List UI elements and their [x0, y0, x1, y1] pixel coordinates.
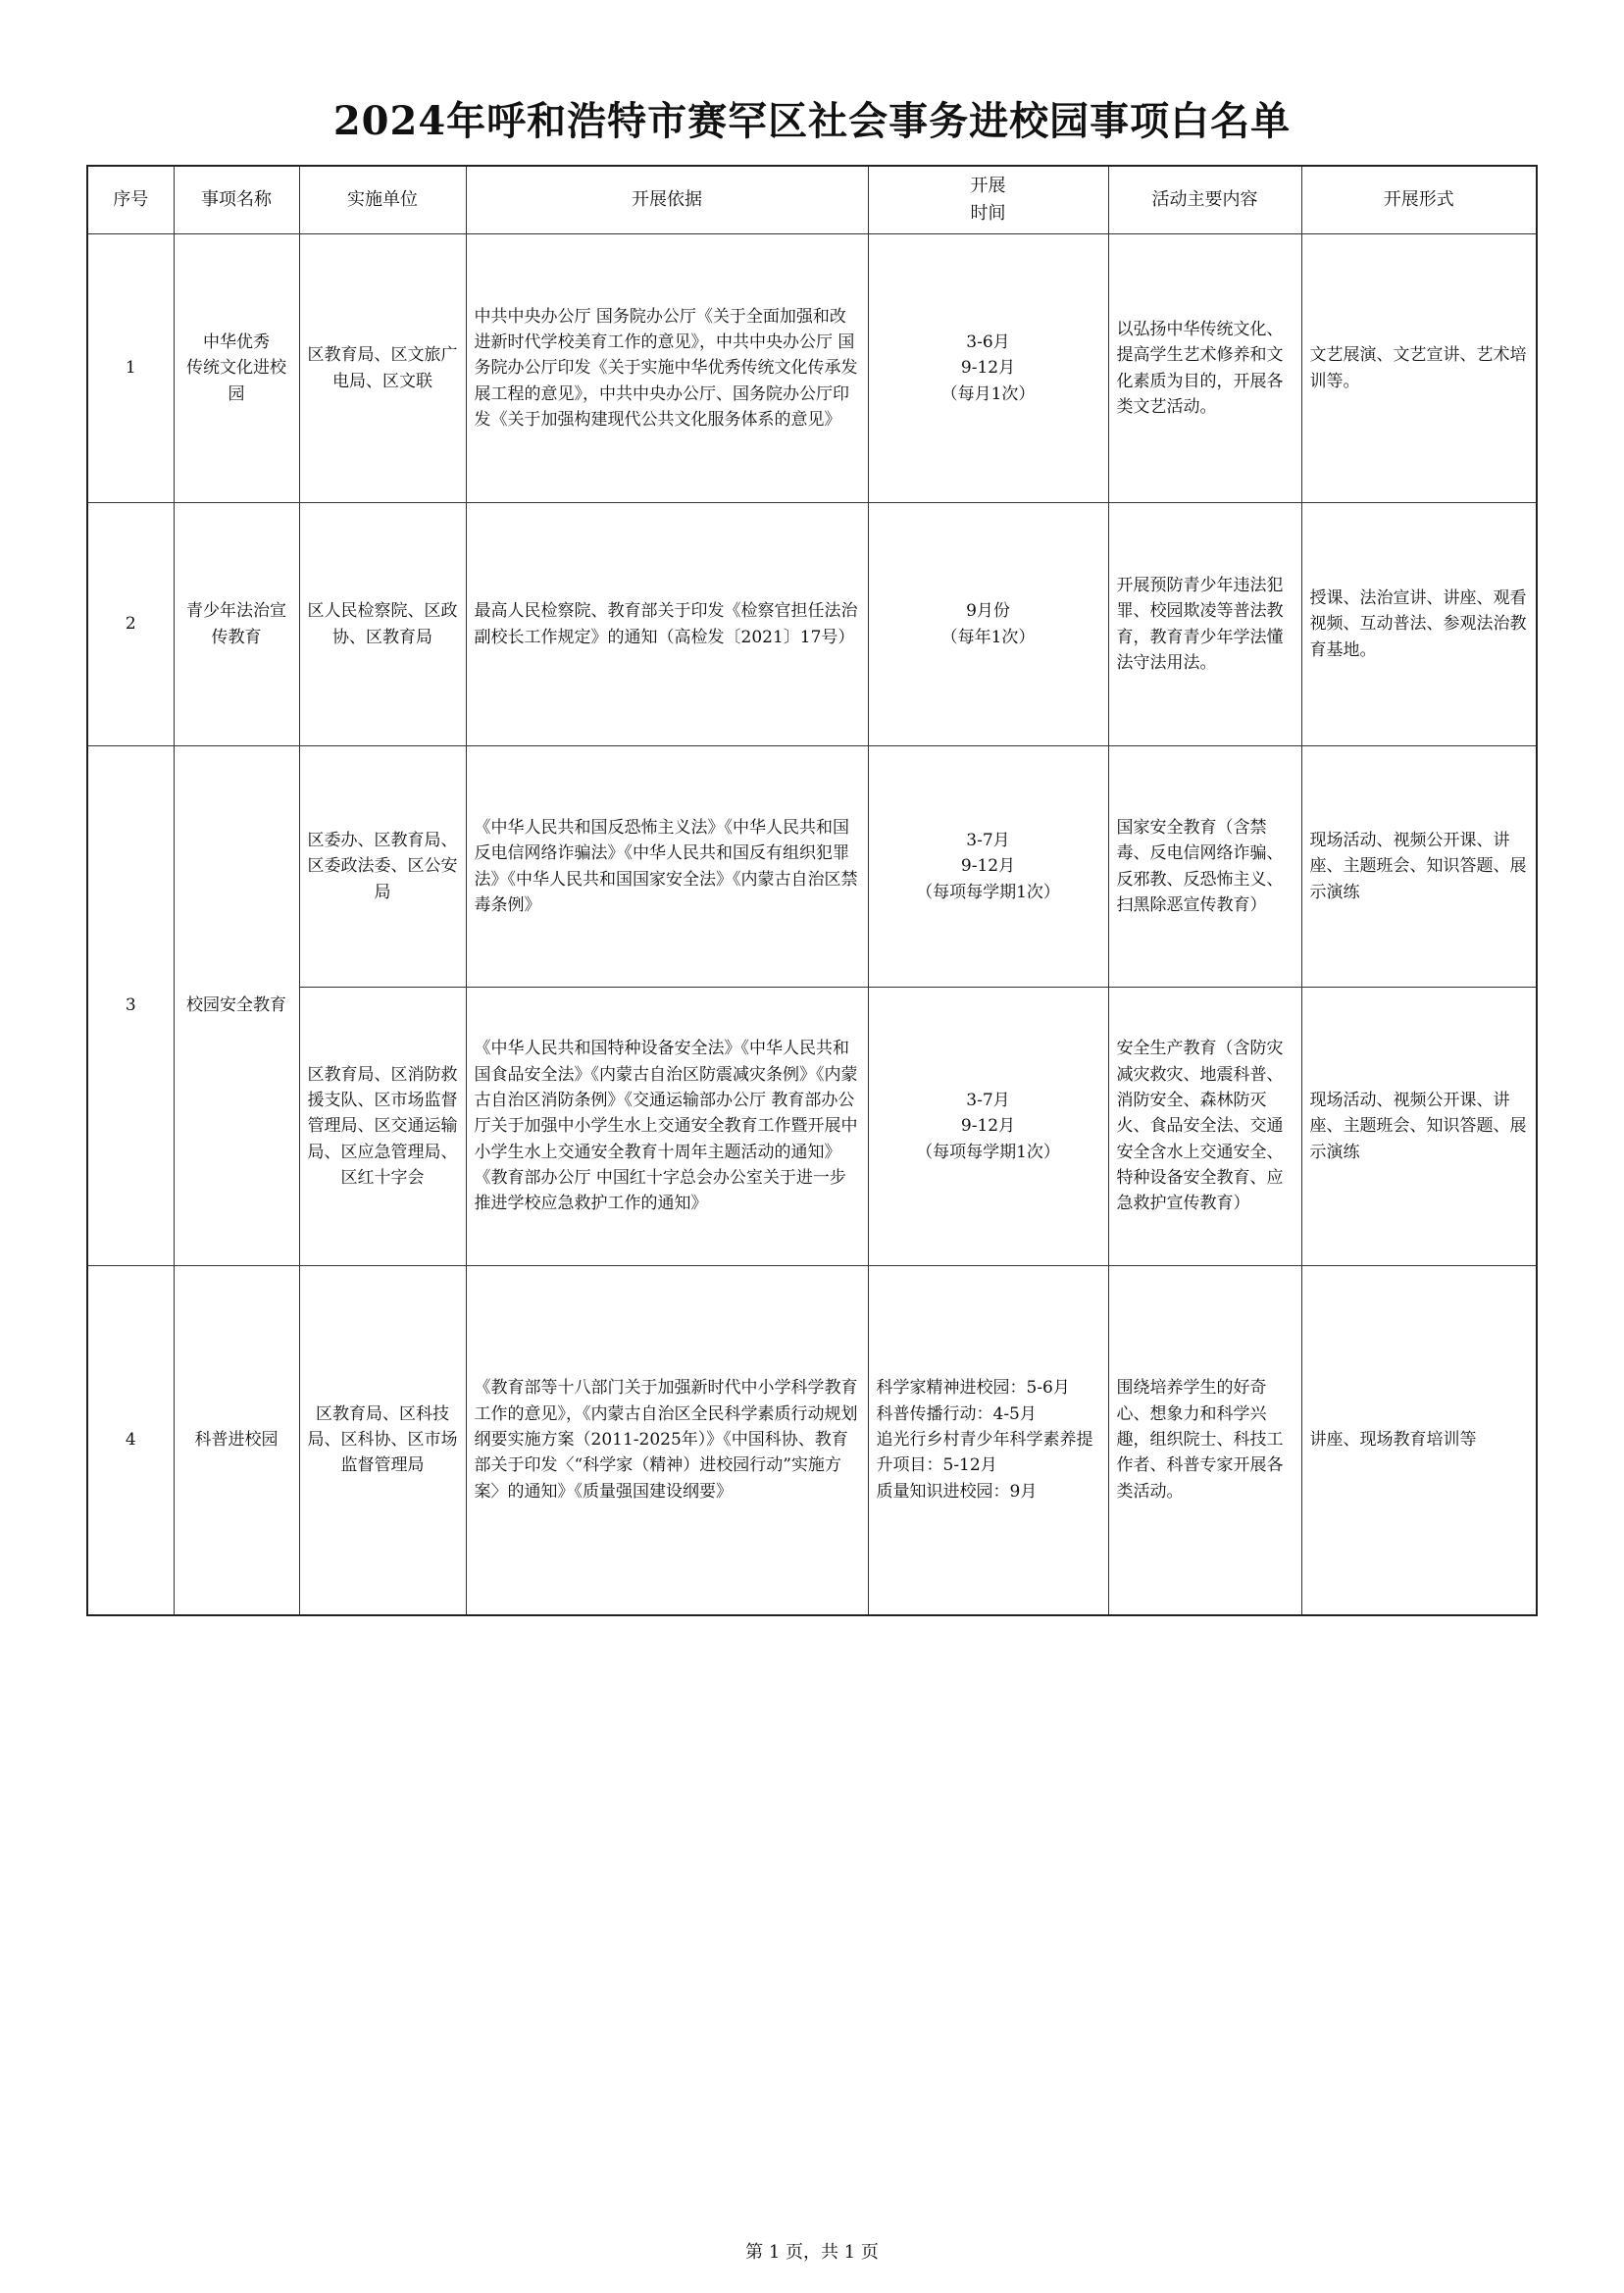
cell-unit: 区教育局、区消防救援支队、区市场监督管理局、区交通运输局、区应急管理局、区红十字会 [299, 988, 466, 1266]
cell-content: 开展预防青少年违法犯罪、校园欺凌等普法教育，教育青少年学法懂法守法用法。 [1108, 503, 1301, 746]
table-row [87, 988, 1537, 1266]
cell-basis: 《教育部等十八部门关于加强新时代中小学科学教育工作的意见》，《内蒙古自治区全民科学素质行动规划纲要实施方案（2011-2025年）》《中国科协、教育部关于印发〈“科学家（精神）进校园行动”实施方案〉的通知》《质量强国建设纲要》 [466, 1266, 868, 1615]
table-row [87, 234, 1537, 503]
cell-content: 安全生产教育（含防灾减灾救灾、地震科普、消防安全、森林防灭火、食品安全法、交通安全含水上交通安全、特种设备安全教育、应急救护宣传教育） [1108, 988, 1301, 1266]
cell-item: 校园安全教育 [174, 746, 299, 1266]
cell-form: 现场活动、视频公开课、讲座、主题班会、知识答题、展示演练 [1301, 746, 1537, 988]
header-form: 开展形式 [1301, 166, 1537, 234]
header-seq: 序号 [87, 166, 174, 234]
cell-content: 国家安全教育（含禁毒、反电信网络诈骗、反邪教、反恐怖主义、扫黑除恶宣传教育） [1108, 746, 1301, 988]
whitelist-table [86, 165, 1538, 1616]
cell-basis: 《中华人民共和国特种设备安全法》《中华人民共和国食品安全法》《内蒙古自治区防震减灾条例》《内蒙古自治区消防条例》《交通运输部办公厅 教育部办公厅关于加强中小学生水上交通安全教育工作暨开展中小学生水上交通安全教育十周年主题活动的通知》《教育部办公厅 中国红十字总会办公室关于进一步推进学校应急救护工作的通知》 [466, 988, 868, 1266]
table-row [87, 1266, 1537, 1615]
cell-item: 青少年法治宣传教育 [174, 503, 299, 746]
table-row [87, 503, 1537, 746]
cell-content: 围绕培养学生的好奇心、想象力和科学兴趣，组织院士、科技工作者、科普专家开展各类活动。 [1108, 1266, 1301, 1615]
cell-unit: 区教育局、区科技局、区科协、区市场监督管理局 [299, 1266, 466, 1615]
cell-time: 9月份 （每年1次） [868, 503, 1108, 746]
cell-unit: 区教育局、区文旅广电局、区文联 [299, 234, 466, 503]
document-title: 2024年呼和浩特市赛罕区社会事务进校园事项白名单 [332, 98, 1292, 144]
cell-unit: 区委办、区教育局、区委政法委、区公安局 [299, 746, 466, 988]
cell-content: 以弘扬中华传统文化、提高学生艺术修养和文化素质为目的，开展各类文艺活动。 [1108, 234, 1301, 503]
header-basis: 开展依据 [466, 166, 868, 234]
header-content: 活动主要内容 [1108, 166, 1301, 234]
cell-form: 授课、法治宣讲、讲座、观看视频、互动普法、参观法治教育基地。 [1301, 503, 1537, 746]
cell-seq: 3 [87, 746, 174, 1266]
cell-time: 3-7月 9-12月 （每项每学期1次） [868, 988, 1108, 1266]
cell-seq: 1 [87, 234, 174, 503]
header-unit: 实施单位 [299, 166, 466, 234]
header-time: 开展 时间 [868, 166, 1108, 234]
cell-time: 科学家精神进校园：5-6月 科普传播行动：4-5月 追光行乡村青少年科学素养提升项目：5-12月 质量知识进校园：9月 [868, 1266, 1108, 1615]
cell-form: 现场活动、视频公开课、讲座、主题班会、知识答题、展示演练 [1301, 988, 1537, 1266]
cell-seq: 4 [87, 1266, 174, 1615]
header-item: 事项名称 [174, 166, 299, 234]
cell-basis: 《中华人民共和国反恐怖主义法》《中华人民共和国反电信网络诈骗法》《中华人民共和国反有组织犯罪法》《中华人民共和国国家安全法》《内蒙古自治区禁毒条例》 [466, 746, 868, 988]
table-row [87, 746, 1537, 988]
cell-item: 中华优秀 传统文化进校园 [174, 234, 299, 503]
cell-seq: 2 [87, 503, 174, 746]
cell-form: 讲座、现场教育培训等 [1301, 1266, 1537, 1615]
cell-time: 3-7月 9-12月 （每项每学期1次） [868, 746, 1108, 988]
page-number: 第 1 页，共 1 页 [745, 2242, 879, 2263]
cell-basis: 中共中央办公厅 国务院办公厅《关于全面加强和改进新时代学校美育工作的意见》，中共中央办公厅 国务院办公厅印发《关于实施中华优秀传统文化传承发展工程的意见》，中共中央办公厅、国务院办公厅印发《关于加强构建现代公共文化服务体系的意见》 [466, 234, 868, 503]
cell-form: 文艺展演、文艺宣讲、艺术培训等。 [1301, 234, 1537, 503]
cell-unit: 区人民检察院、区政协、区教育局 [299, 503, 466, 746]
cell-time: 3-6月 9-12月 （每月1次） [868, 234, 1108, 503]
cell-item: 科普进校园 [174, 1266, 299, 1615]
header-row [87, 166, 1537, 234]
cell-basis: 最高人民检察院、教育部关于印发《检察官担任法治副校长工作规定》的通知（高检发〔2021〕17号） [466, 503, 868, 746]
